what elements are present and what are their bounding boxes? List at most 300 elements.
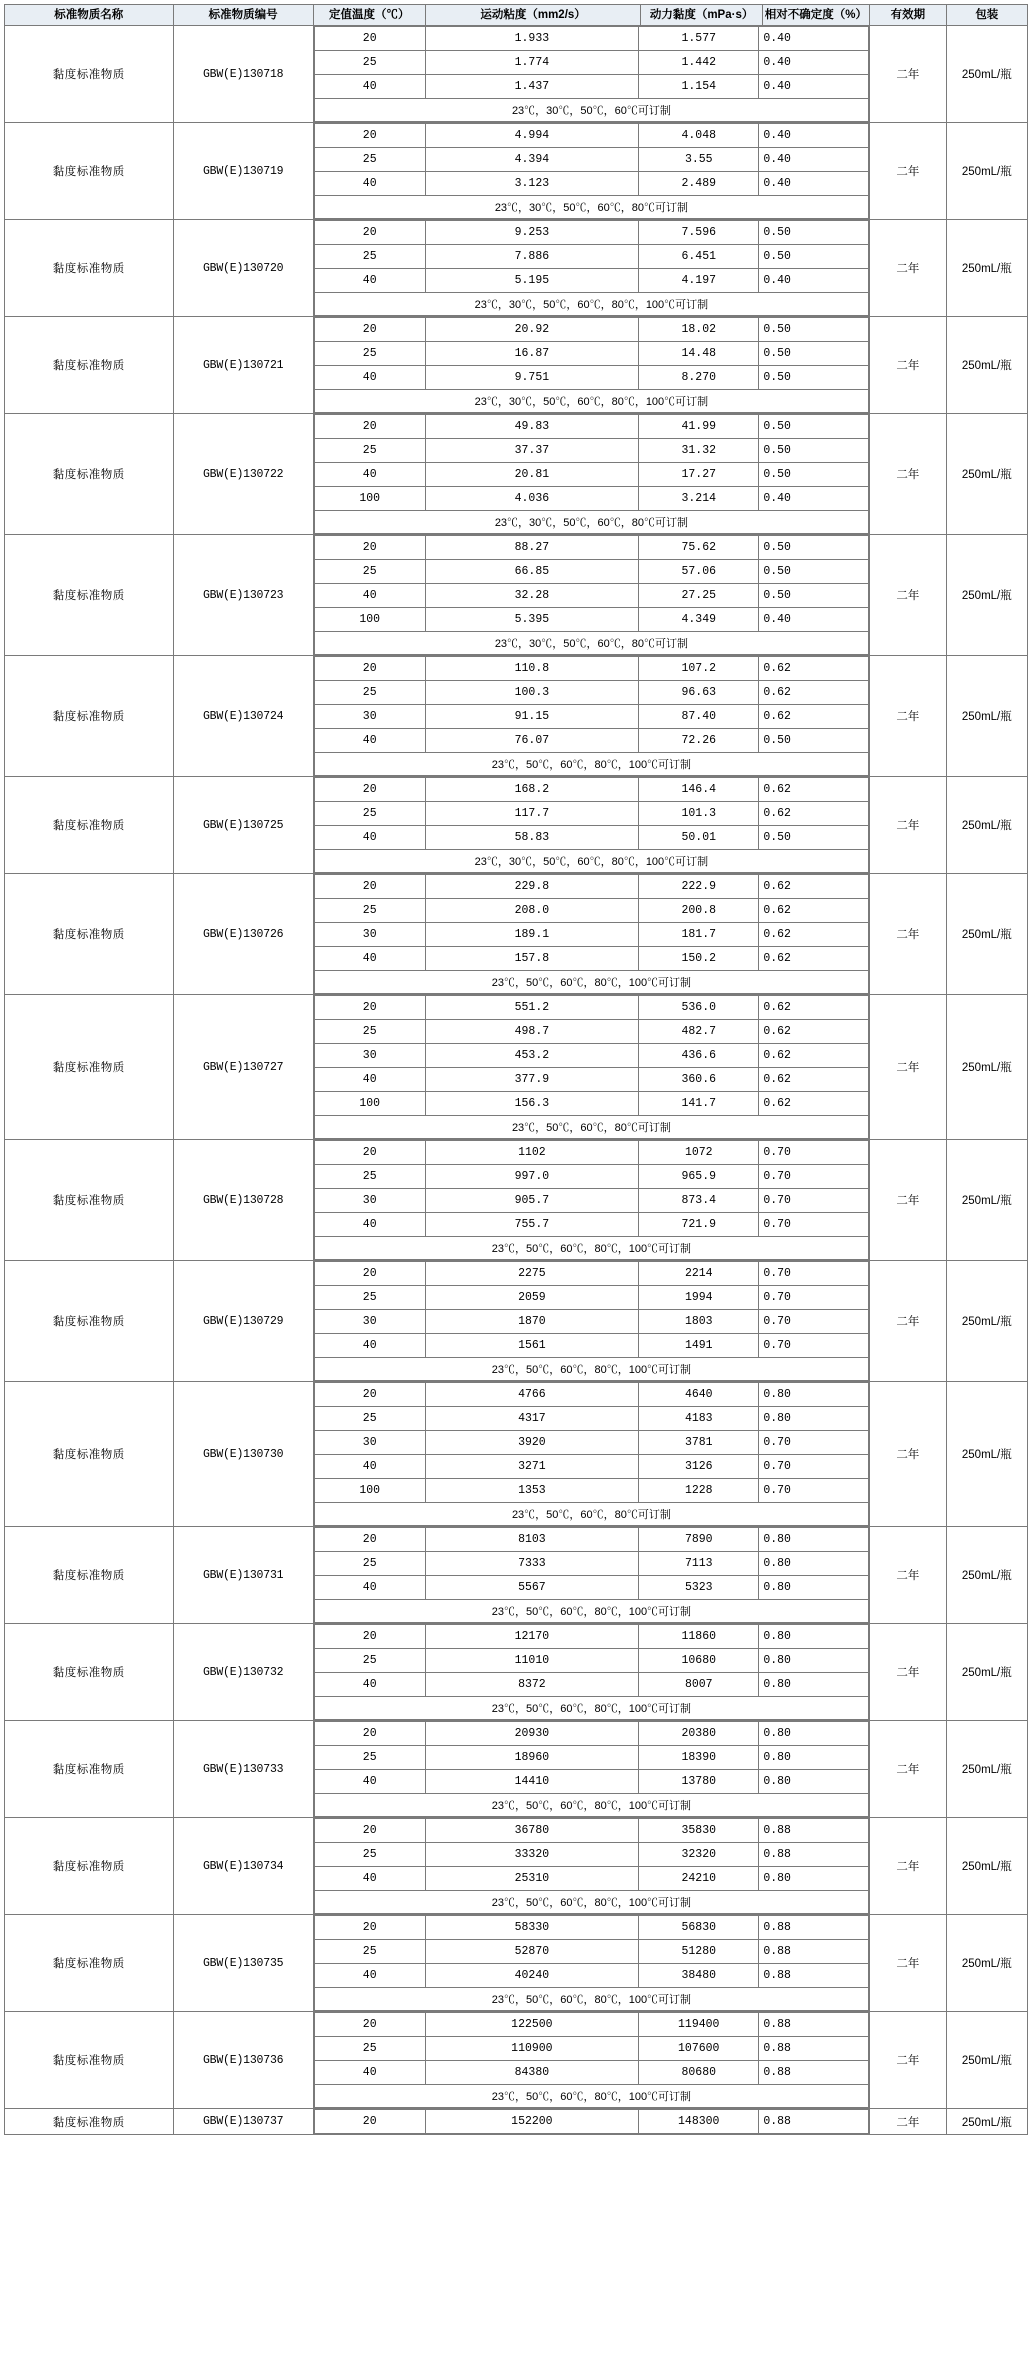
cell-temperature: 25 [314,1407,425,1431]
cell-kinematic-viscosity: 168.2 [425,778,639,802]
measurement-subtable [314,317,869,413]
cell-custom-temperature-note: 23℃，50℃，60℃，80℃，100℃可订制 [314,1794,868,1817]
cell-dynamic-viscosity: 2214 [639,1262,759,1286]
cell-validity: 二年 [870,1818,947,1915]
cell-relative-uncertainty: 0.40 [759,608,869,632]
measurement-row [314,947,868,971]
measurement-row [314,463,868,487]
cell-validity: 二年 [870,1624,947,1721]
cell-kinematic-viscosity: 755.7 [425,1213,639,1237]
cell-relative-uncertainty: 0.62 [759,1068,869,1092]
measurement-row [314,269,868,293]
cell-package: 250mL/瓶 [946,26,1027,123]
cell-material-code: GBW(E)130735 [173,1915,313,2012]
cell-relative-uncertainty: 0.62 [759,1020,869,1044]
custom-temperature-note-row [314,293,868,316]
cell-relative-uncertainty: 0.80 [759,1867,869,1891]
cell-relative-uncertainty: 0.62 [759,923,869,947]
cell-validity: 二年 [870,220,947,317]
cell-package: 250mL/瓶 [946,995,1027,1140]
cell-temperature: 25 [314,1552,425,1576]
cell-material-name: 黏度标准物质 [5,1527,174,1624]
cell-temperature: 30 [314,1310,425,1334]
cell-relative-uncertainty: 0.70 [759,1213,869,1237]
cell-relative-uncertainty: 0.70 [759,1189,869,1213]
cell-dynamic-viscosity: 4640 [639,1383,759,1407]
cell-relative-uncertainty: 0.80 [759,1673,869,1697]
cell-dynamic-viscosity: 11860 [639,1625,759,1649]
cell-temperature: 20 [314,1625,425,1649]
cell-material-code: GBW(E)130727 [173,995,313,1140]
cell-relative-uncertainty: 0.40 [759,172,869,196]
cell-temperature: 25 [314,1020,425,1044]
cell-relative-uncertainty: 0.62 [759,1044,869,1068]
cell-relative-uncertainty: 0.88 [759,2037,869,2061]
cell-validity: 二年 [870,535,947,656]
cell-temperature: 20 [314,221,425,245]
cell-custom-temperature-note: 23℃，50℃，60℃，80℃，100℃可订制 [314,1891,868,1914]
cell-kinematic-viscosity: 91.15 [425,705,639,729]
cell-material-name: 黏度标准物质 [5,1915,174,2012]
cell-kinematic-viscosity: 157.8 [425,947,639,971]
cell-temperature: 30 [314,705,425,729]
cell-dynamic-viscosity: 96.63 [639,681,759,705]
measurement-subtable [314,874,869,994]
cell-kinematic-viscosity: 9.751 [425,366,639,390]
cell-kinematic-viscosity: 3.123 [425,172,639,196]
cell-relative-uncertainty: 0.70 [759,1141,869,1165]
cell-measurement-group [313,1624,869,1721]
cell-validity: 二年 [870,995,947,1140]
cell-custom-temperature-note: 23℃，50℃，60℃，80℃可订制 [314,1116,868,1139]
cell-temperature: 40 [314,366,425,390]
cell-kinematic-viscosity: 4.036 [425,487,639,511]
cell-dynamic-viscosity: 7890 [639,1528,759,1552]
cell-measurement-group [313,1527,869,1624]
measurement-subtable [314,1915,869,2011]
cell-kinematic-viscosity: 20930 [425,1722,639,1746]
cell-dynamic-viscosity: 150.2 [639,947,759,971]
cell-custom-temperature-note: 23℃，50℃，60℃，80℃，100℃可订制 [314,1237,868,1260]
measurement-row [314,1673,868,1697]
measurement-subtable [314,220,869,316]
cell-relative-uncertainty: 0.62 [759,802,869,826]
cell-dynamic-viscosity: 80680 [639,2061,759,2085]
custom-temperature-note-row [314,632,868,655]
cell-validity: 二年 [870,1140,947,1261]
cell-temperature: 40 [314,584,425,608]
cell-temperature: 40 [314,1068,425,1092]
cell-relative-uncertainty: 0.80 [759,1649,869,1673]
cell-dynamic-viscosity: 721.9 [639,1213,759,1237]
table-row [5,1382,1028,1527]
cell-dynamic-viscosity: 10680 [639,1649,759,1673]
cell-measurement-group [313,995,869,1140]
measurement-row [314,1068,868,1092]
cell-dynamic-viscosity: 87.40 [639,705,759,729]
cell-dynamic-viscosity: 5323 [639,1576,759,1600]
table-row [5,1915,1028,2012]
cell-validity: 二年 [870,317,947,414]
cell-custom-temperature-note: 23℃，50℃，60℃，80℃，100℃可订制 [314,1697,868,1720]
measurement-row [314,1625,868,1649]
cell-dynamic-viscosity: 181.7 [639,923,759,947]
cell-dynamic-viscosity: 14.48 [639,342,759,366]
cell-kinematic-viscosity: 20.92 [425,318,639,342]
table-row [5,220,1028,317]
cell-kinematic-viscosity: 7333 [425,1552,639,1576]
cell-kinematic-viscosity: 229.8 [425,875,639,899]
cell-material-code: GBW(E)130719 [173,123,313,220]
custom-temperature-note-row [314,196,868,219]
cell-dynamic-viscosity: 965.9 [639,1165,759,1189]
cell-temperature: 30 [314,1431,425,1455]
cell-dynamic-viscosity: 8.270 [639,366,759,390]
cell-kinematic-viscosity: 4.994 [425,124,639,148]
cell-dynamic-viscosity: 13780 [639,1770,759,1794]
cell-relative-uncertainty: 0.70 [759,1310,869,1334]
custom-temperature-note-row [314,511,868,534]
cell-relative-uncertainty: 0.62 [759,657,869,681]
cell-temperature: 20 [314,1916,425,1940]
column-header-kinematic-viscosity: 运动粘度（mm2/s） [425,5,641,26]
table-body [5,26,1028,2135]
measurement-row [314,560,868,584]
measurement-row [314,221,868,245]
cell-relative-uncertainty: 0.40 [759,148,869,172]
measurement-row [314,2110,868,2134]
cell-dynamic-viscosity: 1.154 [639,75,759,99]
measurement-row [314,1407,868,1431]
cell-dynamic-viscosity: 107600 [639,2037,759,2061]
cell-dynamic-viscosity: 146.4 [639,778,759,802]
cell-relative-uncertainty: 0.80 [759,1625,869,1649]
cell-custom-temperature-note: 23℃，50℃，60℃，80℃，100℃可订制 [314,1600,868,1623]
measurement-subtable [314,414,869,534]
custom-temperature-note-row [314,1503,868,1526]
table-row [5,1721,1028,1818]
cell-relative-uncertainty: 0.50 [759,729,869,753]
cell-relative-uncertainty: 0.80 [759,1722,869,1746]
cell-temperature: 100 [314,487,425,511]
measurement-row [314,2013,868,2037]
measurement-row [314,657,868,681]
measurement-row [314,148,868,172]
cell-dynamic-viscosity: 222.9 [639,875,759,899]
measurement-subtable [314,2109,869,2134]
cell-dynamic-viscosity: 200.8 [639,899,759,923]
cell-kinematic-viscosity: 110.8 [425,657,639,681]
measurement-subtable [314,1140,869,1260]
cell-relative-uncertainty: 0.50 [759,415,869,439]
cell-relative-uncertainty: 0.70 [759,1479,869,1503]
cell-relative-uncertainty: 0.50 [759,318,869,342]
cell-kinematic-viscosity: 66.85 [425,560,639,584]
cell-custom-temperature-note: 23℃，30℃，50℃，60℃，80℃，100℃可订制 [314,390,868,413]
column-header-validity: 有效期 [870,5,947,26]
cell-kinematic-viscosity: 2275 [425,1262,639,1286]
cell-validity: 二年 [870,2012,947,2109]
cell-relative-uncertainty: 0.50 [759,826,869,850]
cell-dynamic-viscosity: 41.99 [639,415,759,439]
cell-dynamic-viscosity: 3126 [639,1455,759,1479]
column-header-code: 标准物质编号 [173,5,313,26]
cell-package: 250mL/瓶 [946,1527,1027,1624]
cell-relative-uncertainty: 0.80 [759,1383,869,1407]
custom-temperature-note-row [314,1697,868,1720]
cell-kinematic-viscosity: 117.7 [425,802,639,826]
cell-custom-temperature-note: 23℃，50℃，60℃，80℃，100℃可订制 [314,1988,868,2011]
cell-kinematic-viscosity: 100.3 [425,681,639,705]
cell-temperature: 40 [314,463,425,487]
measurement-row [314,27,868,51]
measurement-row [314,536,868,560]
cell-temperature: 40 [314,1455,425,1479]
cell-kinematic-viscosity: 16.87 [425,342,639,366]
column-header-package: 包装 [946,5,1027,26]
cell-kinematic-viscosity: 84380 [425,2061,639,2085]
cell-kinematic-viscosity: 18960 [425,1746,639,1770]
measurement-row [314,1383,868,1407]
cell-validity: 二年 [870,123,947,220]
cell-relative-uncertainty: 0.70 [759,1262,869,1286]
cell-relative-uncertainty: 0.80 [759,1770,869,1794]
table-row [5,2109,1028,2135]
cell-dynamic-viscosity: 56830 [639,1916,759,1940]
custom-temperature-note-row [314,1891,868,1914]
cell-temperature: 20 [314,1383,425,1407]
cell-relative-uncertainty: 0.40 [759,269,869,293]
cell-dynamic-viscosity: 1.577 [639,27,759,51]
cell-temperature: 40 [314,1673,425,1697]
cell-relative-uncertainty: 0.62 [759,681,869,705]
cell-temperature: 100 [314,608,425,632]
table-row [5,1624,1028,1721]
cell-temperature: 30 [314,1189,425,1213]
measurement-subtable [314,535,869,655]
cell-temperature: 20 [314,1141,425,1165]
cell-dynamic-viscosity: 873.4 [639,1189,759,1213]
cell-kinematic-viscosity: 905.7 [425,1189,639,1213]
measurement-row [314,826,868,850]
cell-kinematic-viscosity: 20.81 [425,463,639,487]
cell-material-code: GBW(E)130720 [173,220,313,317]
cell-material-name: 黏度标准物质 [5,1721,174,1818]
cell-dynamic-viscosity: 536.0 [639,996,759,1020]
table-row [5,874,1028,995]
cell-measurement-group [313,2109,869,2135]
cell-package: 250mL/瓶 [946,1915,1027,2012]
cell-kinematic-viscosity: 551.2 [425,996,639,1020]
cell-validity: 二年 [870,777,947,874]
cell-relative-uncertainty: 0.40 [759,27,869,51]
measurement-row [314,1262,868,1286]
cell-temperature: 20 [314,875,425,899]
cell-package: 250mL/瓶 [946,1140,1027,1261]
column-header-uncertainty: 相对不确定度（%） [762,5,869,26]
measurement-row [314,1528,868,1552]
measurement-row [314,1431,868,1455]
cell-kinematic-viscosity: 8372 [425,1673,639,1697]
cell-kinematic-viscosity: 5567 [425,1576,639,1600]
cell-dynamic-viscosity: 101.3 [639,802,759,826]
cell-material-name: 黏度标准物质 [5,777,174,874]
cell-kinematic-viscosity: 88.27 [425,536,639,560]
cell-temperature: 25 [314,681,425,705]
cell-dynamic-viscosity: 3.214 [639,487,759,511]
cell-material-name: 黏度标准物质 [5,220,174,317]
cell-kinematic-viscosity: 5.395 [425,608,639,632]
cell-material-name: 黏度标准物质 [5,123,174,220]
cell-validity: 二年 [870,656,947,777]
cell-material-code: GBW(E)130722 [173,414,313,535]
cell-temperature: 40 [314,75,425,99]
cell-temperature: 25 [314,899,425,923]
cell-kinematic-viscosity: 189.1 [425,923,639,947]
cell-material-name: 黏度标准物质 [5,1140,174,1261]
measurement-subtable [314,1527,869,1623]
cell-relative-uncertainty: 0.70 [759,1455,869,1479]
cell-dynamic-viscosity: 1072 [639,1141,759,1165]
cell-temperature: 40 [314,1576,425,1600]
cell-dynamic-viscosity: 31.32 [639,439,759,463]
cell-dynamic-viscosity: 35830 [639,1819,759,1843]
cell-package: 250mL/瓶 [946,1624,1027,1721]
measurement-row [314,1843,868,1867]
cell-material-name: 黏度标准物质 [5,1261,174,1382]
cell-dynamic-viscosity: 3781 [639,1431,759,1455]
cell-relative-uncertainty: 0.88 [759,1964,869,1988]
cell-temperature: 25 [314,1286,425,1310]
measurement-row [314,415,868,439]
cell-dynamic-viscosity: 57.06 [639,560,759,584]
cell-package: 250mL/瓶 [946,1721,1027,1818]
cell-temperature: 20 [314,1722,425,1746]
table-row [5,317,1028,414]
custom-temperature-note-row [314,753,868,776]
cell-relative-uncertainty: 0.70 [759,1431,869,1455]
measurement-row [314,366,868,390]
cell-measurement-group [313,220,869,317]
cell-package: 250mL/瓶 [946,220,1027,317]
cell-kinematic-viscosity: 110900 [425,2037,639,2061]
measurement-row [314,1940,868,1964]
cell-validity: 二年 [870,1527,947,1624]
cell-measurement-group [313,874,869,995]
cell-kinematic-viscosity: 4.394 [425,148,639,172]
cell-temperature: 30 [314,1044,425,1068]
cell-package: 250mL/瓶 [946,123,1027,220]
measurement-row [314,1189,868,1213]
cell-dynamic-viscosity: 141.7 [639,1092,759,1116]
cell-kinematic-viscosity: 1.437 [425,75,639,99]
cell-measurement-group [313,317,869,414]
cell-material-code: GBW(E)130729 [173,1261,313,1382]
cell-dynamic-viscosity: 50.01 [639,826,759,850]
cell-material-name: 黏度标准物质 [5,995,174,1140]
cell-temperature: 40 [314,1334,425,1358]
cell-relative-uncertainty: 0.62 [759,1092,869,1116]
cell-kinematic-viscosity: 36780 [425,1819,639,1843]
measurement-subtable [314,1261,869,1381]
cell-kinematic-viscosity: 1870 [425,1310,639,1334]
custom-temperature-note-row [314,1600,868,1623]
measurement-row [314,923,868,947]
header-row [5,5,1028,26]
cell-package: 250mL/瓶 [946,1261,1027,1382]
cell-measurement-group [313,656,869,777]
measurement-row [314,584,868,608]
measurement-row [314,681,868,705]
cell-custom-temperature-note: 23℃，30℃，50℃，60℃，80℃可订制 [314,196,868,219]
measurement-row [314,1552,868,1576]
cell-package: 250mL/瓶 [946,535,1027,656]
cell-kinematic-viscosity: 37.37 [425,439,639,463]
cell-relative-uncertainty: 0.40 [759,51,869,75]
measurement-row [314,1334,868,1358]
cell-kinematic-viscosity: 1561 [425,1334,639,1358]
cell-kinematic-viscosity: 498.7 [425,1020,639,1044]
custom-temperature-note-row [314,99,868,122]
cell-validity: 二年 [870,1721,947,1818]
cell-kinematic-viscosity: 122500 [425,2013,639,2037]
cell-temperature: 20 [314,415,425,439]
cell-measurement-group [313,414,869,535]
cell-temperature: 20 [314,2110,425,2134]
measurement-row [314,51,868,75]
measurement-subtable [314,26,869,122]
cell-temperature: 25 [314,51,425,75]
table-row [5,26,1028,123]
measurement-subtable [314,1721,869,1817]
cell-kinematic-viscosity: 1102 [425,1141,639,1165]
cell-package: 250mL/瓶 [946,1818,1027,1915]
cell-measurement-group [313,1721,869,1818]
cell-validity: 二年 [870,2109,947,2135]
cell-temperature: 25 [314,245,425,269]
measurement-row [314,1213,868,1237]
cell-dynamic-viscosity: 20380 [639,1722,759,1746]
cell-package: 250mL/瓶 [946,2012,1027,2109]
table-row [5,995,1028,1140]
standards-table [4,4,1028,2135]
cell-dynamic-viscosity: 3.55 [639,148,759,172]
cell-material-name: 黏度标准物质 [5,2012,174,2109]
cell-dynamic-viscosity: 75.62 [639,536,759,560]
cell-custom-temperature-note: 23℃，50℃，60℃，80℃，100℃可订制 [314,2085,868,2108]
cell-relative-uncertainty: 0.40 [759,124,869,148]
measurement-subtable [314,1818,869,1914]
cell-dynamic-viscosity: 482.7 [639,1020,759,1044]
cell-kinematic-viscosity: 49.83 [425,415,639,439]
measurement-row [314,729,868,753]
cell-kinematic-viscosity: 3920 [425,1431,639,1455]
cell-custom-temperature-note: 23℃，50℃，60℃，80℃，100℃可订制 [314,1358,868,1381]
cell-dynamic-viscosity: 32320 [639,1843,759,1867]
custom-temperature-note-row [314,2085,868,2108]
cell-temperature: 25 [314,2037,425,2061]
cell-temperature: 40 [314,947,425,971]
cell-custom-temperature-note: 23℃，30℃，50℃，60℃，80℃可订制 [314,511,868,534]
cell-kinematic-viscosity: 2059 [425,1286,639,1310]
cell-measurement-group [313,123,869,220]
cell-measurement-group [313,26,869,123]
cell-kinematic-viscosity: 40240 [425,1964,639,1988]
cell-material-code: GBW(E)130731 [173,1527,313,1624]
cell-relative-uncertainty: 0.62 [759,875,869,899]
cell-validity: 二年 [870,414,947,535]
cell-package: 250mL/瓶 [946,2109,1027,2135]
